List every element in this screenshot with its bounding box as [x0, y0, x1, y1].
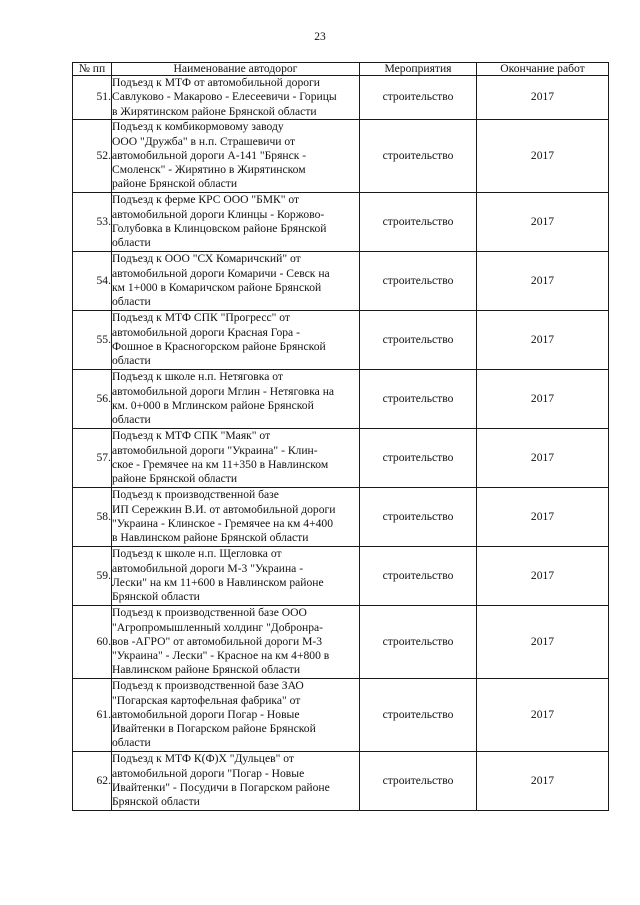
table-row: [73, 120, 609, 193]
header-completion: Окончание работ: [477, 63, 609, 76]
road-name-line: автомобильной дороги Клинцы - Коржово-: [112, 207, 325, 221]
row-number: 61.: [73, 679, 112, 752]
road-name-line: Голубовка в Клинцовском районе Брянской: [112, 222, 327, 235]
measure-type: строительство: [360, 76, 477, 120]
completion-year: 2017: [477, 606, 609, 679]
road-name-line: Подъезд к школе н.п. Щегловка от: [112, 547, 282, 561]
table-row: [73, 606, 609, 679]
completion-year: 2017: [477, 370, 609, 429]
measure-type: строительство: [360, 193, 477, 252]
road-name-line: Брянской области: [112, 590, 200, 604]
road-name-line: области: [112, 736, 151, 750]
road-name: [112, 120, 360, 193]
road-name-line: области: [112, 354, 151, 368]
road-name-line: районе Брянской области: [112, 177, 238, 191]
road-name-line: "Украина" - Лески" - Красное на км 4+800 в: [112, 649, 330, 663]
road-name-line: ское - Гремячее на км 11+350 в Навлинском: [112, 458, 329, 471]
road-name-line: ИП Сережкин В.И. от автомобильной дороги: [112, 502, 336, 516]
road-name-line: автомобильной дороги А-141 "Брянск -: [112, 148, 307, 162]
road-name: [112, 488, 360, 547]
completion-year: 2017: [477, 311, 609, 370]
page-number: 23: [314, 31, 326, 43]
road-name: [112, 547, 360, 606]
road-name-line: автомобильной дороги Красная Гора -: [112, 325, 300, 339]
road-name-line: области: [112, 236, 151, 250]
completion-year: 2017: [477, 76, 609, 120]
measure-type: строительство: [360, 370, 477, 429]
row-number: 58.: [73, 488, 112, 547]
road-name-line: "Агропромышленный холдинг "Добронра-: [112, 620, 324, 634]
completion-year: 2017: [477, 488, 609, 547]
road-name-line: Лески" на км 11+600 в Навлинском районе: [112, 576, 324, 589]
road-name: [112, 311, 360, 370]
road-name-line: области: [112, 295, 151, 309]
road-name-line: Фошное в Красногорском районе Брянской: [112, 340, 326, 353]
road-name: [112, 429, 360, 488]
measure-type: строительство: [360, 752, 477, 811]
road-name-line: Савлуково - Макарово - Елесеевичи - Горицы: [112, 90, 337, 104]
row-number: 52.: [73, 120, 112, 193]
road-name-line: "Украина - Клинское - Гремячее на км 4+400: [112, 517, 334, 530]
row-number: 57.: [73, 429, 112, 488]
header-measures: Мероприятия: [360, 63, 477, 76]
road-name-line: Ивайтенки" - Посудичи в Погарском районе: [112, 781, 330, 794]
completion-year: 2017: [477, 752, 609, 811]
header-number: № пп: [73, 63, 112, 76]
road-name-line: Подъезд к МТФ от автомобильной дороги: [112, 76, 321, 90]
road-name-line: в Жирятинском районе Брянской области: [112, 104, 317, 118]
road-name-line: Навлинском районе Брянской области: [112, 663, 301, 677]
completion-year: 2017: [477, 429, 609, 488]
road-name-line: Подъезд к производственной базе ООО: [112, 606, 307, 620]
road-name-line: Подъезд к МТФ СПК "Маяк" от: [112, 429, 271, 443]
road-name-line: Подъезд к ферме КРС ООО "БМК" от: [112, 193, 300, 207]
header-road-name: Наименование автодорог: [112, 63, 360, 76]
road-name-line: автомобильной дороги Комаричи - Севск на: [112, 266, 330, 280]
row-number: 56.: [73, 370, 112, 429]
table-row: [73, 193, 609, 252]
measure-type: строительство: [360, 606, 477, 679]
completion-year: 2017: [477, 252, 609, 311]
measure-type: строительство: [360, 120, 477, 193]
table-row: [73, 679, 609, 752]
road-name-line: Подъезд к МТФ СПК "Прогресс" от: [112, 311, 290, 325]
road-name-line: ООО "Дружба" в н.п. Страшевичи от: [112, 134, 296, 148]
road-name-line: Подъезд к МТФ К(Ф)Х "Дульцев" от: [112, 752, 294, 766]
measure-type: строительство: [360, 252, 477, 311]
table-row: [73, 370, 609, 429]
road-name: [112, 76, 360, 120]
road-name-line: Подъезд к ООО "СХ Комаричский" от: [112, 252, 301, 266]
road-name: [112, 193, 360, 252]
completion-year: 2017: [477, 679, 609, 752]
road-name-line: Подъезд к производственной базе: [112, 488, 279, 502]
road-name-line: автомобильной дороги Погар - Новые: [112, 707, 300, 721]
table-row: [73, 429, 609, 488]
road-name-line: автомобильной дороги Мглин - Нетяговка на: [112, 384, 335, 398]
table-row: [73, 488, 609, 547]
measure-type: строительство: [360, 311, 477, 370]
road-name: [112, 370, 360, 429]
measure-type: строительство: [360, 547, 477, 606]
completion-year: 2017: [477, 120, 609, 193]
road-name-line: вов -АГРО" от автомобильной дороги М-3: [112, 634, 323, 648]
road-name-line: автомобильной дороги М-3 "Украина -: [112, 561, 304, 575]
road-name-line: Ивайтенки в Погарском районе Брянской: [112, 722, 316, 736]
table-row: [73, 76, 609, 120]
row-number: 54.: [73, 252, 112, 311]
road-name-line: автомобильной дороги "Погар - Новые: [112, 766, 305, 780]
completion-year: 2017: [477, 193, 609, 252]
road-name-line: км 1+000 в Комаричском районе Брянской: [112, 281, 322, 294]
completion-year: 2017: [477, 547, 609, 606]
table-row: [73, 752, 609, 811]
road-name-line: км. 0+000 в Мглинском районе Брянской: [112, 399, 314, 412]
measure-type: строительство: [360, 679, 477, 752]
road-name-line: Подъезд к школе н.п. Нетяговка от: [112, 370, 283, 384]
row-number: 53.: [73, 193, 112, 252]
row-number: 59.: [73, 547, 112, 606]
table-header-row: [73, 63, 609, 76]
table-row: [73, 252, 609, 311]
road-name-line: Брянской области: [112, 795, 200, 809]
road-name-line: Подъезд к комбикормовому заводу: [112, 120, 284, 134]
row-number: 55.: [73, 311, 112, 370]
road-name-line: "Погарская картофельная фабрика" от: [112, 693, 301, 707]
road-name-line: автомобильной дороги "Украина" - Клин-: [112, 443, 318, 457]
table-row: [73, 547, 609, 606]
roads-table: [72, 62, 609, 811]
road-name-line: Смоленск" - Жирятино в Жирятинском: [112, 163, 306, 177]
road-name-line: в Навлинском районе Брянской области: [112, 531, 309, 545]
row-number: 51.: [73, 76, 112, 120]
road-name-line: области: [112, 413, 151, 427]
row-number: 62.: [73, 752, 112, 811]
measure-type: строительство: [360, 488, 477, 547]
road-name-line: районе Брянской области: [112, 472, 238, 486]
road-name: [112, 752, 360, 811]
row-number: 60.: [73, 606, 112, 679]
road-name: [112, 252, 360, 311]
road-name-line: Подъезд к производственной базе ЗАО: [112, 679, 304, 693]
table-row: [73, 311, 609, 370]
road-name: [112, 679, 360, 752]
road-name: [112, 606, 360, 679]
measure-type: строительство: [360, 429, 477, 488]
